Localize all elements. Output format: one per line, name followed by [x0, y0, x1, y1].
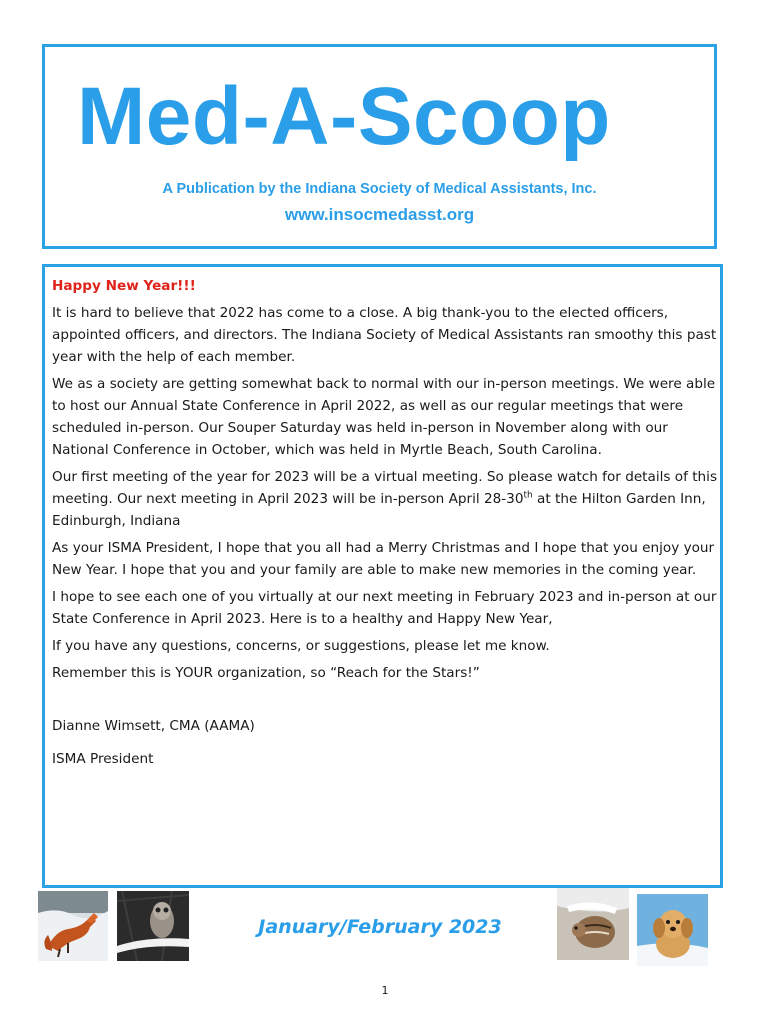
letter-paragraph-2: We as a society are getting somewhat back to normal with our in-person meetings. We were able to host our Annual State Conference in April 2022, as well as our regular meetings that were scheduled in-person. Our Souper Saturday was held in-person in November along with our National Conference in October, which was held in Myrtle Beach, South Carolina. [52, 376, 716, 458]
signature-title: ISMA President [52, 751, 154, 767]
letter-box [42, 264, 723, 888]
signature-name: Dianne Wimsett, CMA (AAMA) [52, 718, 255, 734]
ordinal-suffix: th [523, 490, 533, 501]
letter-paragraph-6: If you have any questions, concerns, or suggestions, please let me know. [52, 638, 550, 654]
letter-paragraph-7: Remember this is YOUR organization, so “Reach for the Stars!” [52, 665, 480, 681]
issue-date: January/February 2023 [258, 916, 502, 938]
paragraph-3-text-a: Our first meeting of the year for 2023 will be a virtual meeting. So please watch for details of this meeting. Our next meeting in April 2023 will be in-person April 28-30 [52, 469, 718, 507]
masthead-box [42, 44, 717, 249]
letter-paragraph-3 [52, 466, 722, 532]
newsletter-title: Med-A-Scoop [77, 71, 611, 162]
puppy-photo [637, 894, 708, 966]
chipmunk-photo [557, 888, 629, 960]
letter-paragraph-1: It is hard to believe that 2022 has come to a close. A big thank-you to the elected officers, appointed officers, and directors. The Indiana Society of Medical Assistants ran smoothy this past year with the help of each member. [52, 305, 717, 365]
spacer [52, 689, 722, 715]
owl-photo [117, 891, 189, 961]
greeting-heading: Happy New Year!!! [52, 278, 196, 294]
letter-paragraph-5: I hope to see each one of you virtually at our next meeting in February 2023 and in-person at our State Conference in April 2023. Here is to a healthy and Happy New Year, [52, 589, 717, 627]
website-link[interactable]: www.insocmedasst.org [284, 205, 475, 224]
paragraph-3-text-b: at the Hilton Garden Inn, Edinburgh, Indiana [52, 491, 706, 529]
fox-photo [38, 891, 108, 961]
letter-paragraph-4: As your ISMA President, I hope that you all had a Merry Christmas and I hope that you enjoy your New Year. I hope that you and your family are able to make new memories in the coming year. [52, 540, 715, 578]
publication-line: A Publication by the Indiana Society of Medical Assistants, Inc. [162, 181, 597, 197]
letter-content [52, 275, 722, 781]
page-number: 1 [381, 984, 389, 997]
